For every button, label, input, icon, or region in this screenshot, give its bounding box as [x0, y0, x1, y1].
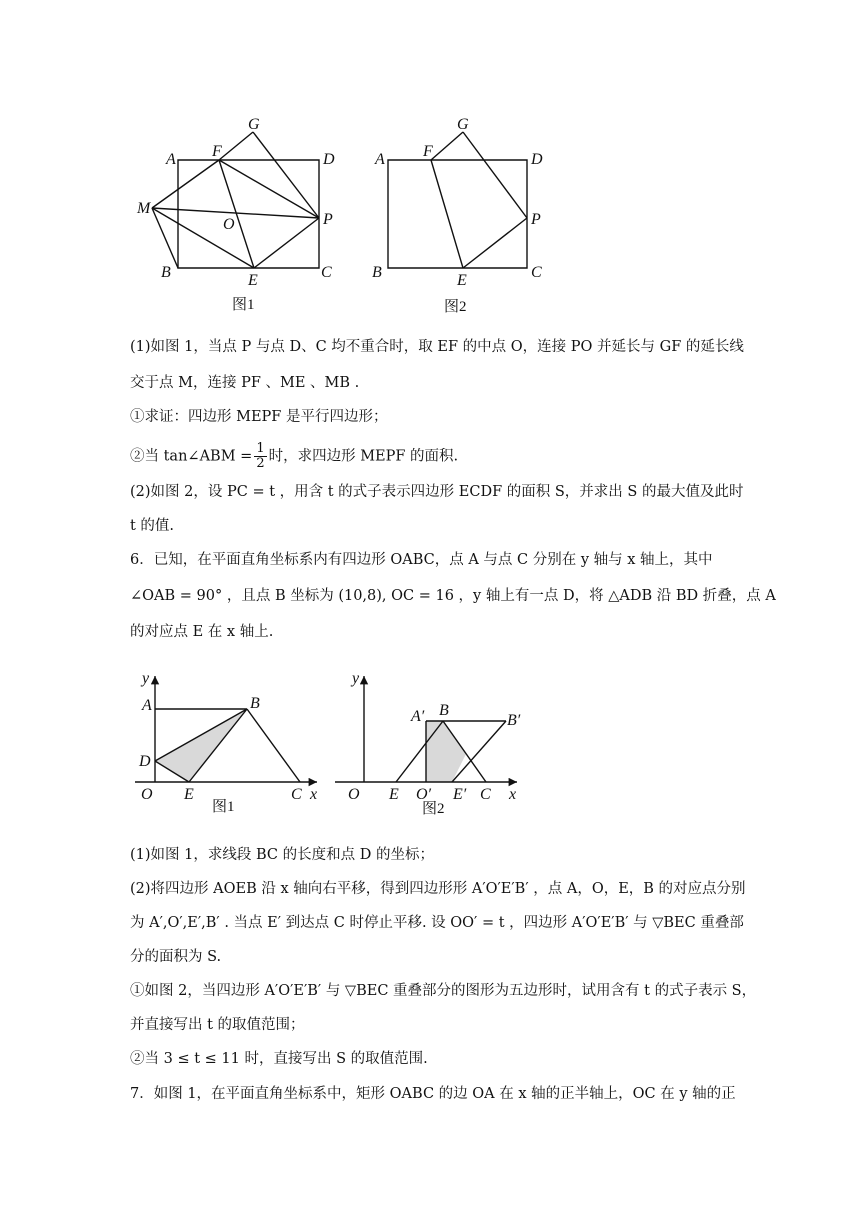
label-C: C [480, 786, 491, 803]
label-A: A [166, 151, 176, 168]
axis-x-label: x [310, 786, 318, 803]
label-B: B [250, 695, 260, 712]
label-O: O [348, 786, 360, 803]
problem-6-line3: 的对应点 E 在 x 轴上. [130, 624, 274, 640]
label-G: G [248, 116, 260, 133]
label-P: P [531, 211, 541, 228]
label-A: A [375, 151, 385, 168]
problem-5-part1-line1: (1)如图 1，当点 P 与点 D、C 均不重合时，取 EF 的中点 O，连接 PO 并延长与 GF 的延长线 [130, 339, 744, 355]
problem-6-q2-item1-line2: 并直接写出 t 的取值范围； [130, 1017, 305, 1033]
caption-fig1: 图1 [212, 799, 235, 815]
label-C: C [321, 264, 332, 281]
label-A-prime: A′ [411, 708, 425, 725]
caption-fig2: 图2 [444, 299, 467, 315]
label-B: B [439, 702, 449, 719]
problem-6-q2-item1-line1: ①如图 2，当四边形 A′O′E′B′ 与 ▽BEC 重叠部分的图形为五边形时，试用含有 t 的式子表示 S， [130, 983, 757, 999]
tan-condition: ②当 tan∠ABM = [130, 448, 253, 465]
axis-x-label: x [509, 786, 517, 803]
problem-6-q2-line2: 为 A′,O′,E′,B′ . 当点 E′ 到达点 C 时停止平移. 设 OO′ = t ，四边形 A′O′E′B′ 与 ▽BEC 重叠部 [130, 915, 744, 931]
problem-6-q2-item2: ②当 3 ≤ t ≤ 11 时，直接写出 S 的取值范围. [130, 1051, 428, 1067]
label-O: O [141, 786, 153, 803]
label-P: P [323, 211, 333, 228]
problem-5-part1-line2: 交于点 M，连接 PF 、ME 、MB . [130, 375, 360, 391]
axis-y-label: y [352, 670, 360, 687]
label-E: E [457, 272, 467, 289]
label-O: O [223, 216, 235, 233]
label-D: D [323, 151, 335, 168]
fraction-one-half: $\frac{1}{2}$ [256, 441, 265, 471]
label-E: E [248, 272, 258, 289]
label-A: A [142, 697, 152, 714]
label-E-prime: E′ [453, 786, 467, 803]
item2-question: 时，求四边形 MEPF 的面积. [268, 448, 459, 465]
label-E: E [184, 786, 194, 803]
label-E: E [389, 786, 399, 803]
problem-5-part2-line2: t 的值. [130, 518, 175, 534]
axis-y-label: y [142, 670, 150, 687]
problem-6-line1: 6．已知，在平面直角坐标系内有四边形 OABC，点 A 与点 C 分别在 y 轴与 x 轴上，其中 [130, 552, 713, 568]
label-C: C [291, 786, 302, 803]
label-F: F [212, 143, 222, 160]
figure-1-2-rectangles [130, 105, 570, 320]
label-F: F [423, 143, 433, 160]
problem-5-item1: ①求证：四边形 MEPF 是平行四边形； [130, 409, 388, 425]
problem-5-item2 [130, 442, 740, 471]
figure-coordinate-quadrilaterals [130, 668, 530, 828]
problem-5-part2-line1: (2)如图 2，设 PC = t ，用含 t 的式子表示四边形 ECDF 的面积 S，并求出 S 的最大值及此时 [130, 484, 744, 500]
caption-fig1: 图1 [232, 297, 255, 313]
label-G: G [457, 116, 469, 133]
problem-7-line1: 7．如图 1，在平面直角坐标系中，矩形 OABC 的边 OA 在 x 轴的正半轴上，OC 在 y 轴的正 [130, 1086, 736, 1102]
label-B: B [372, 264, 382, 281]
label-C: C [531, 264, 542, 281]
label-D: D [139, 753, 151, 770]
label-B: B [161, 264, 171, 281]
label-O-prime: O′ [416, 786, 432, 803]
label-D: D [531, 151, 543, 168]
problem-6-q2-line1: (2)将四边形 AOEB 沿 x 轴向右平移，得到四边形形 A′O′E′B′ ，点 A，O，E，B 的对应点分别 [130, 881, 746, 897]
label-B-prime: B′ [507, 712, 521, 729]
caption-fig2: 图2 [422, 801, 445, 817]
problem-6-q1: (1)如图 1，求线段 BC 的长度和点 D 的坐标； [130, 847, 434, 863]
label-M: M [137, 200, 151, 217]
problem-6-line2: ∠OAB = 90° ，且点 B 坐标为 (10,8), OC = 16 ，y 轴上有一点 D，将 △ADB 沿 BD 折叠，点 A [130, 588, 776, 604]
problem-6-q2-line3: 分的面积为 S. [130, 949, 222, 965]
